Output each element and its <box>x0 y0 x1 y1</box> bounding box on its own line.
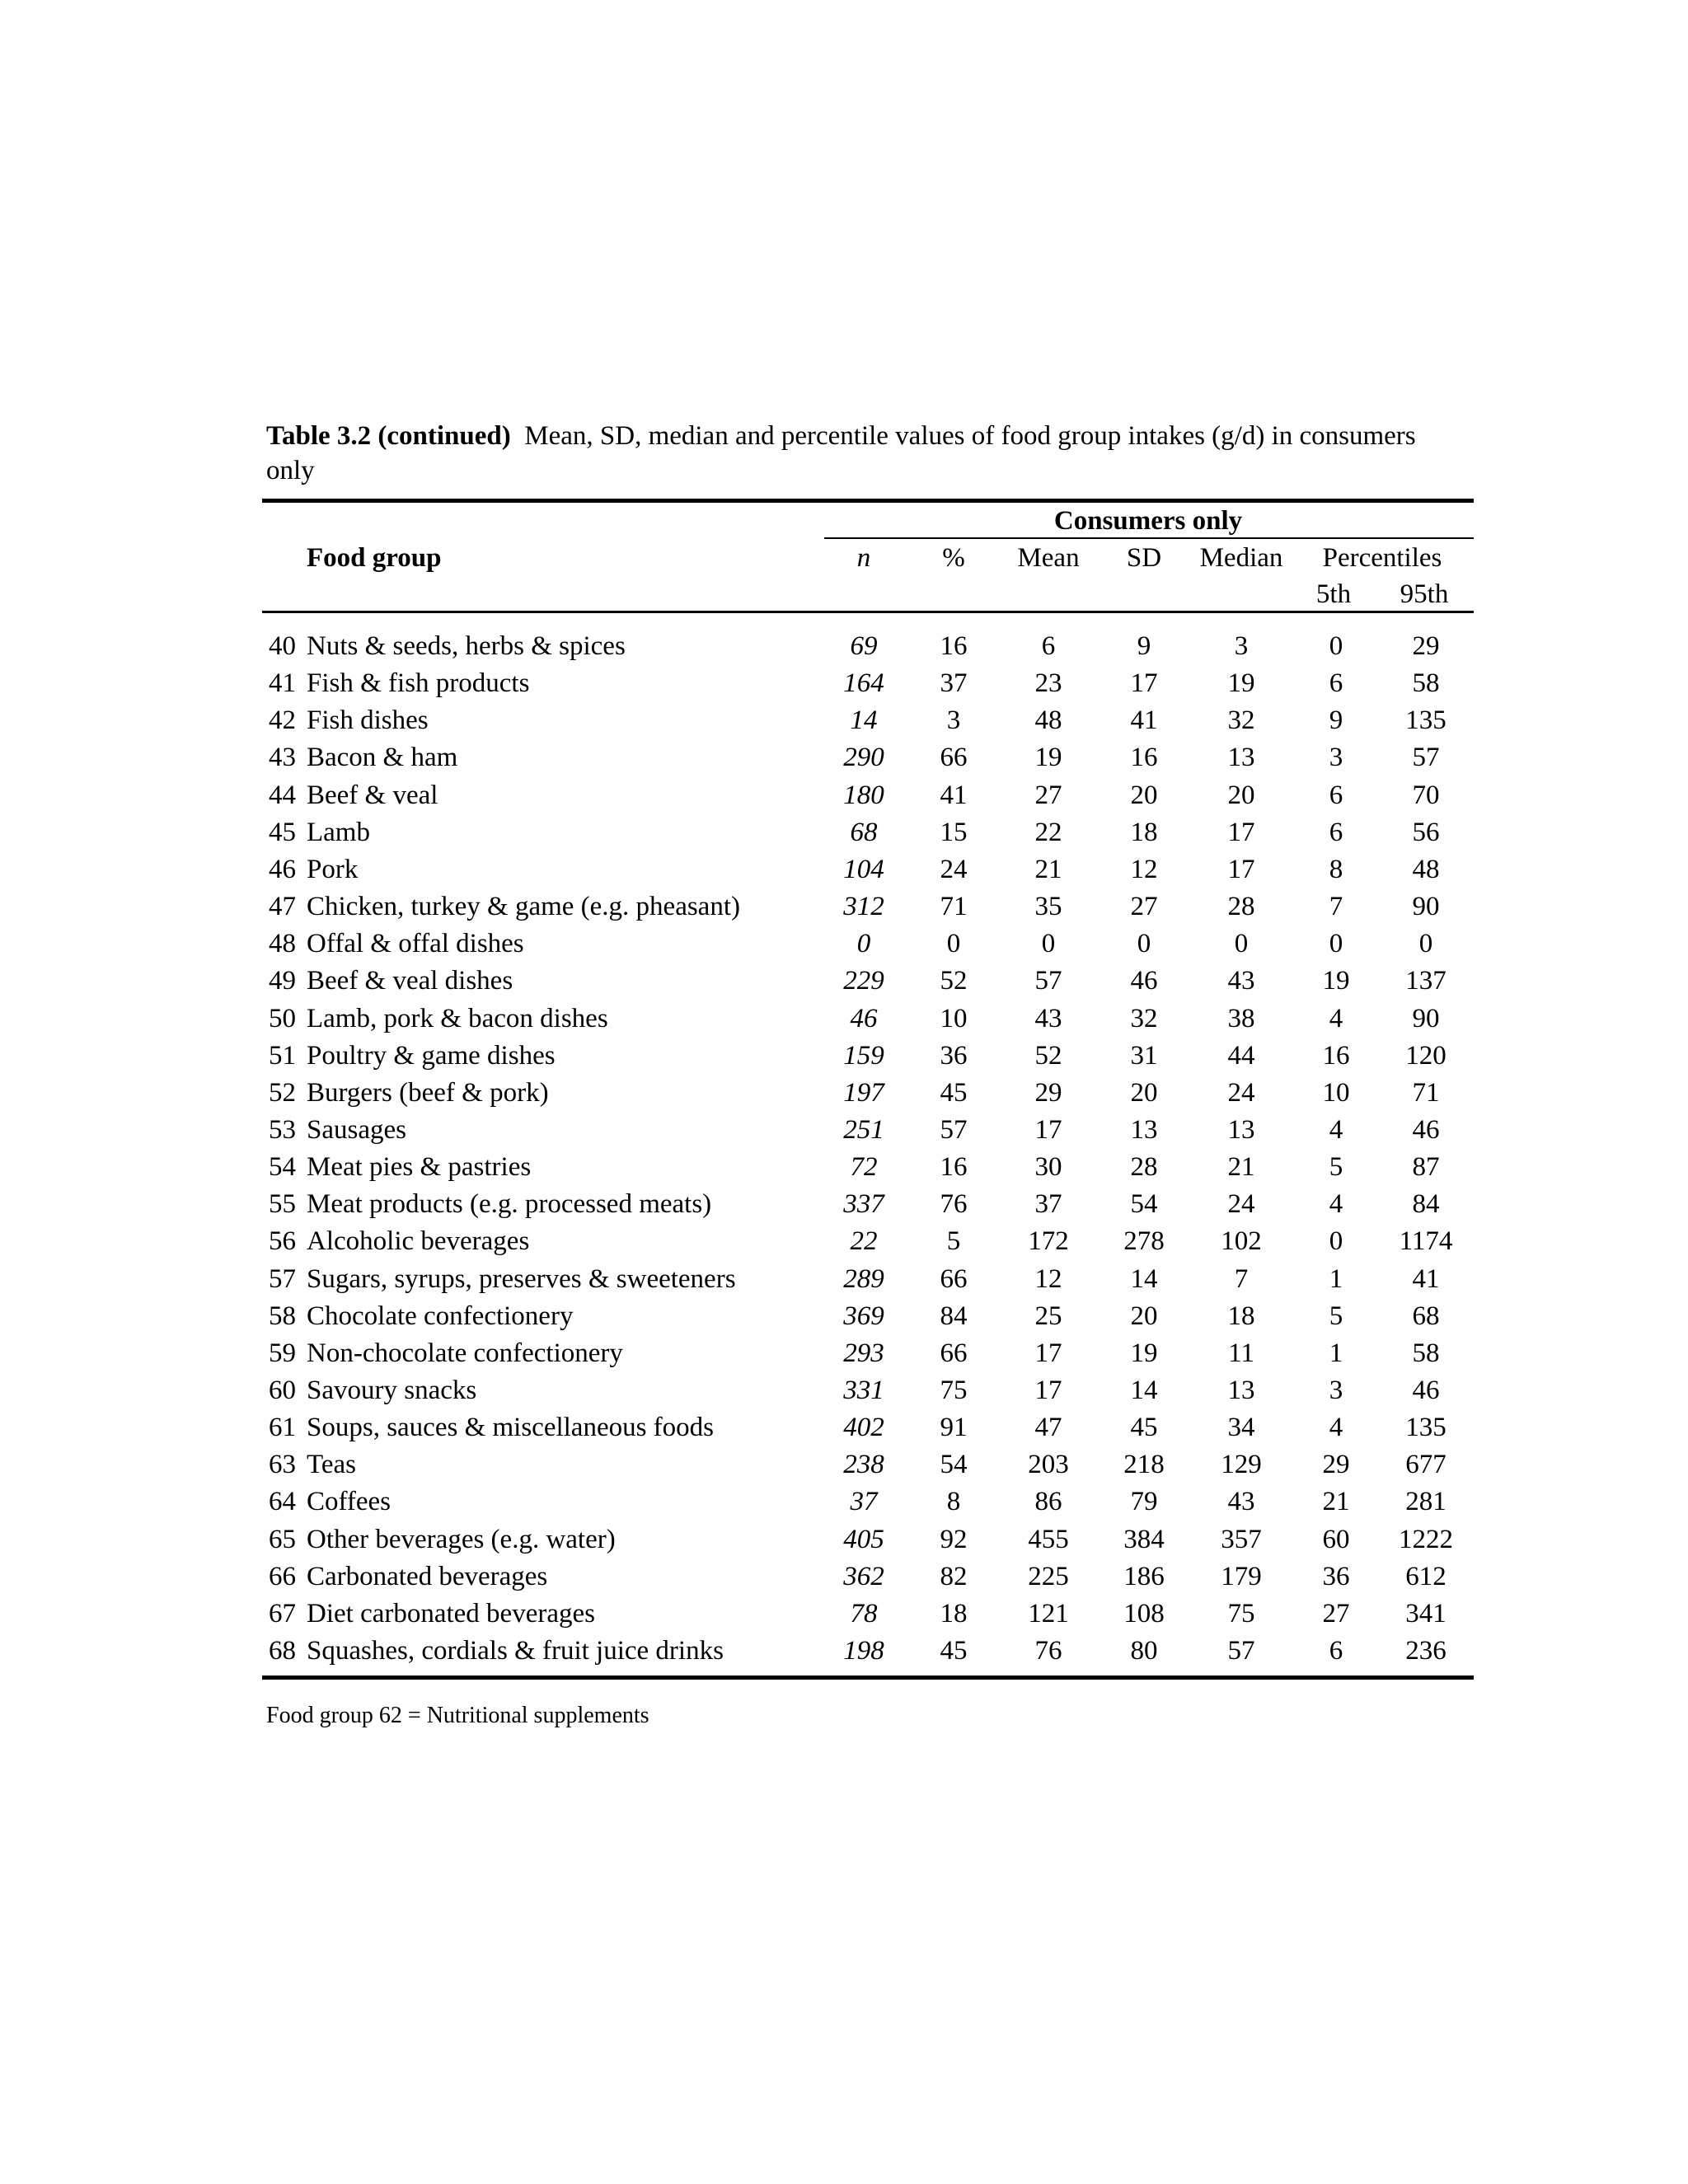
cell-5th: 0 <box>1329 929 1343 959</box>
cell-percent: 45 <box>940 1077 968 1108</box>
cell-food-group-name: Lamb, pork & bacon dishes <box>307 1003 608 1033</box>
cell-5th: 6 <box>1329 780 1343 810</box>
cell-n: 229 <box>843 966 884 996</box>
cell-sd: 13 <box>1130 1114 1158 1145</box>
cell-sd: 28 <box>1130 1152 1158 1183</box>
cell-sd: 80 <box>1130 1636 1158 1666</box>
cell-percent: 54 <box>940 1450 968 1480</box>
cell-sd: 54 <box>1130 1189 1158 1220</box>
cell-95th: 68 <box>1412 1301 1440 1331</box>
cell-median: 13 <box>1227 1376 1255 1405</box>
cell-5th: 0 <box>1329 631 1343 661</box>
cell-median: 13 <box>1227 1114 1255 1145</box>
cell-mean: 22 <box>1034 817 1062 847</box>
table-row <box>262 1372 1474 1409</box>
cell-5th: 16 <box>1322 1040 1350 1071</box>
cell-95th: 70 <box>1412 780 1440 810</box>
cell-median: 28 <box>1227 892 1255 922</box>
table-row <box>262 1038 1474 1075</box>
cell-95th: 56 <box>1412 817 1440 847</box>
table-row <box>262 739 1474 776</box>
cell-food-group-name: Bacon & ham <box>307 743 458 773</box>
cell-mean: 23 <box>1034 668 1062 699</box>
cell-food-group-number: 54 <box>269 1152 296 1183</box>
cell-sd: 18 <box>1130 817 1158 847</box>
cell-n: 69 <box>850 631 878 661</box>
cell-95th: 58 <box>1412 668 1440 699</box>
cell-food-group-number: 65 <box>269 1524 296 1554</box>
cell-food-group-name: Alcoholic beverages <box>307 1226 530 1257</box>
table-row <box>262 1186 1474 1223</box>
cell-sd: 9 <box>1137 631 1151 661</box>
table-row <box>262 1112 1474 1149</box>
cell-median: 21 <box>1227 1152 1255 1183</box>
cell-food-group-name: Sugars, syrups, preserves & sweeteners <box>307 1263 736 1294</box>
cell-5th: 5 <box>1329 1152 1343 1183</box>
cell-95th: 677 <box>1405 1450 1447 1480</box>
cell-sd: 17 <box>1130 668 1158 699</box>
cell-median: 43 <box>1227 1487 1255 1517</box>
cell-n: 369 <box>843 1301 884 1331</box>
cell-sd: 20 <box>1130 780 1158 810</box>
cell-food-group-number: 59 <box>269 1338 296 1368</box>
cell-95th: 29 <box>1412 631 1440 661</box>
table-footnote: Food group 62 = Nutritional supplements <box>266 1703 649 1728</box>
cell-n: 402 <box>843 1413 884 1443</box>
cell-n: 289 <box>843 1263 884 1294</box>
cell-sd: 108 <box>1123 1598 1165 1629</box>
cell-sd: 46 <box>1130 966 1158 996</box>
header-percent: % <box>942 543 965 573</box>
cell-mean: 17 <box>1034 1338 1062 1368</box>
cell-5th: 6 <box>1329 1636 1343 1666</box>
cell-95th: 236 <box>1405 1636 1447 1666</box>
table-row <box>262 1335 1474 1372</box>
cell-95th: 135 <box>1405 705 1447 736</box>
table-row <box>262 628 1474 665</box>
table-row <box>262 1446 1474 1483</box>
cell-95th: 71 <box>1412 1077 1440 1108</box>
cell-n: 78 <box>850 1598 878 1629</box>
cell-food-group-number: 44 <box>269 780 296 810</box>
cell-5th: 4 <box>1329 1189 1343 1220</box>
cell-5th: 4 <box>1329 1003 1343 1033</box>
cell-sd: 19 <box>1130 1338 1158 1368</box>
cell-mean: 43 <box>1034 1003 1062 1033</box>
cell-sd: 14 <box>1130 1376 1158 1405</box>
table-row <box>262 888 1474 926</box>
cell-food-group-name: Lamb <box>307 817 370 847</box>
cell-median: 18 <box>1227 1301 1255 1331</box>
cell-food-group-number: 55 <box>269 1189 296 1220</box>
caption-text: Mean, SD, median and percentile values of food group intakes (g/d) in consumers only <box>266 421 1416 485</box>
cell-percent: 41 <box>940 780 968 810</box>
cell-food-group-name: Meat pies & pastries <box>307 1152 532 1183</box>
cell-5th: 29 <box>1322 1450 1350 1480</box>
cell-mean: 0 <box>1041 929 1056 959</box>
table-row <box>262 1261 1474 1298</box>
cell-food-group-number: 53 <box>269 1114 296 1145</box>
table-row <box>262 1596 1474 1633</box>
cell-food-group-name: Other beverages (e.g. water) <box>307 1524 616 1554</box>
header-percentiles: Percentiles <box>1322 543 1442 573</box>
cell-median: 17 <box>1227 817 1255 847</box>
cell-percent: 37 <box>940 668 968 699</box>
cell-percent: 82 <box>940 1561 968 1591</box>
header-5th: 5th <box>1315 579 1352 609</box>
cell-percent: 16 <box>940 631 968 661</box>
cell-n: 362 <box>843 1561 884 1591</box>
cell-n: 251 <box>843 1114 884 1145</box>
cell-sd: 31 <box>1130 1040 1158 1071</box>
cell-food-group-name: Beef & veal dishes <box>307 966 513 996</box>
cell-food-group-number: 40 <box>269 631 296 661</box>
cell-sd: 186 <box>1123 1561 1165 1591</box>
cell-95th: 90 <box>1412 1003 1440 1033</box>
cell-food-group-name: Offal & offal dishes <box>307 929 524 959</box>
cell-sd: 41 <box>1130 705 1158 736</box>
cell-food-group-name: Fish dishes <box>307 705 429 736</box>
header-sd: SD <box>1126 543 1162 573</box>
cell-food-group-number: 68 <box>269 1636 296 1666</box>
cell-percent: 66 <box>940 743 968 773</box>
cell-5th: 3 <box>1329 1376 1343 1405</box>
cell-food-group-number: 47 <box>269 892 296 922</box>
cell-sd: 32 <box>1130 1003 1158 1033</box>
table-row <box>262 1633 1474 1670</box>
header-mean: Mean <box>1017 543 1080 573</box>
table-row <box>262 1149 1474 1186</box>
cell-mean: 203 <box>1028 1450 1069 1480</box>
cell-percent: 66 <box>940 1263 968 1294</box>
cell-food-group-number: 51 <box>269 1040 296 1071</box>
cell-food-group-name: Nuts & seeds, herbs & spices <box>307 631 626 661</box>
cell-95th: 58 <box>1412 1338 1440 1368</box>
cell-food-group-number: 45 <box>269 817 296 847</box>
table-row <box>262 777 1474 814</box>
cell-mean: 455 <box>1028 1524 1069 1554</box>
cell-95th: 135 <box>1405 1413 1447 1443</box>
cell-median: 32 <box>1227 705 1255 736</box>
cell-median: 179 <box>1221 1561 1262 1591</box>
cell-5th: 1 <box>1329 1263 1343 1294</box>
cell-n: 337 <box>843 1189 884 1220</box>
cell-food-group-number: 58 <box>269 1301 296 1331</box>
cell-5th: 5 <box>1329 1301 1343 1331</box>
cell-food-group-name: Teas <box>307 1450 356 1480</box>
table-row <box>262 1075 1474 1112</box>
cell-percent: 24 <box>940 854 968 884</box>
cell-5th: 21 <box>1322 1487 1350 1517</box>
cell-median: 38 <box>1227 1003 1255 1033</box>
cell-n: 312 <box>843 892 884 922</box>
cell-percent: 3 <box>946 705 961 736</box>
header-bottom-rule <box>262 611 1474 613</box>
cell-95th: 1222 <box>1399 1524 1453 1554</box>
table-row <box>262 665 1474 702</box>
header-median: Median <box>1199 543 1283 573</box>
cell-5th: 4 <box>1329 1114 1343 1145</box>
cell-sd: 0 <box>1137 929 1151 959</box>
cell-95th: 46 <box>1412 1376 1440 1405</box>
cell-mean: 17 <box>1034 1376 1062 1405</box>
cell-food-group-name: Beef & veal <box>307 780 438 810</box>
cell-percent: 84 <box>940 1301 968 1331</box>
cell-sd: 218 <box>1123 1450 1165 1480</box>
cell-mean: 6 <box>1041 631 1056 661</box>
cell-percent: 71 <box>940 892 968 922</box>
cell-percent: 52 <box>940 966 968 996</box>
cell-mean: 25 <box>1034 1301 1062 1331</box>
cell-food-group-number: 67 <box>269 1598 296 1629</box>
cell-percent: 76 <box>940 1189 968 1220</box>
cell-median: 357 <box>1221 1524 1262 1554</box>
cell-n: 331 <box>843 1376 884 1405</box>
cell-mean: 76 <box>1034 1636 1062 1666</box>
cell-5th: 6 <box>1329 668 1343 699</box>
cell-median: 102 <box>1221 1226 1262 1257</box>
cell-percent: 18 <box>940 1598 968 1629</box>
cell-mean: 30 <box>1034 1152 1062 1183</box>
cell-percent: 16 <box>940 1152 968 1183</box>
cell-n: 37 <box>850 1487 878 1517</box>
cell-percent: 57 <box>940 1114 968 1145</box>
cell-percent: 91 <box>940 1413 968 1443</box>
cell-n: 290 <box>843 743 884 773</box>
cell-mean: 29 <box>1034 1077 1062 1108</box>
cell-median: 13 <box>1227 743 1255 773</box>
cell-n: 164 <box>843 668 884 699</box>
cell-food-group-number: 61 <box>269 1413 296 1443</box>
cell-5th: 3 <box>1329 743 1343 773</box>
cell-n: 0 <box>856 929 871 959</box>
cell-percent: 0 <box>946 929 961 959</box>
cell-95th: 41 <box>1412 1263 1440 1294</box>
cell-95th: 281 <box>1405 1487 1447 1517</box>
cell-5th: 27 <box>1322 1598 1350 1629</box>
header-food-group: Food group <box>307 543 442 573</box>
cell-percent: 5 <box>946 1226 961 1257</box>
cell-food-group-name: Coffees <box>307 1487 392 1517</box>
cell-food-group-number: 42 <box>269 705 296 736</box>
cell-n: 104 <box>843 854 884 884</box>
cell-percent: 10 <box>940 1003 968 1033</box>
cell-percent: 75 <box>940 1376 968 1405</box>
cell-food-group-number: 43 <box>269 743 296 773</box>
table-bottom-rule <box>262 1675 1474 1680</box>
cell-mean: 57 <box>1034 966 1062 996</box>
header-95th: 95th <box>1400 579 1449 609</box>
cell-median: 7 <box>1234 1263 1249 1294</box>
cell-n: 405 <box>843 1524 884 1554</box>
cell-95th: 46 <box>1412 1114 1440 1145</box>
cell-mean: 12 <box>1034 1263 1062 1294</box>
cell-food-group-number: 64 <box>269 1487 296 1517</box>
cell-sd: 45 <box>1130 1413 1158 1443</box>
cell-food-group-name: Squashes, cordials & fruit juice drinks <box>307 1636 724 1666</box>
cell-food-group-name: Sausages <box>307 1114 406 1145</box>
cell-sd: 20 <box>1130 1077 1158 1108</box>
cell-median: 75 <box>1227 1598 1255 1629</box>
cell-median: 24 <box>1227 1189 1255 1220</box>
cell-mean: 17 <box>1034 1114 1062 1145</box>
cell-food-group-number: 57 <box>269 1263 296 1294</box>
cell-food-group-name: Chicken, turkey & game (e.g. pheasant) <box>307 892 740 922</box>
cell-sd: 278 <box>1123 1226 1165 1257</box>
cell-sd: 14 <box>1130 1263 1158 1294</box>
cell-95th: 48 <box>1412 854 1440 884</box>
cell-mean: 27 <box>1034 780 1062 810</box>
header-n: n <box>856 543 871 573</box>
table-top-rule <box>262 499 1474 503</box>
cell-food-group-number: 52 <box>269 1077 296 1108</box>
cell-food-group-name: Poultry & game dishes <box>307 1040 556 1071</box>
cell-5th: 10 <box>1322 1077 1350 1108</box>
cell-food-group-number: 66 <box>269 1561 296 1591</box>
cell-95th: 84 <box>1412 1189 1440 1220</box>
cell-median: 0 <box>1234 929 1249 959</box>
caption-label: Table 3.2 (continued) <box>266 421 511 451</box>
cell-percent: 8 <box>946 1487 961 1517</box>
cell-5th: 4 <box>1329 1413 1343 1443</box>
cell-n: 14 <box>850 705 878 736</box>
cell-median: 57 <box>1227 1636 1255 1666</box>
header-consumers-only: Consumers only <box>1053 506 1243 536</box>
cell-95th: 120 <box>1405 1040 1447 1071</box>
cell-food-group-number: 50 <box>269 1003 296 1033</box>
cell-food-group-number: 48 <box>269 929 296 959</box>
cell-sd: 12 <box>1130 854 1158 884</box>
cell-mean: 21 <box>1034 854 1062 884</box>
cell-95th: 57 <box>1412 743 1440 773</box>
table-caption <box>266 419 1470 488</box>
cell-mean: 48 <box>1034 705 1062 736</box>
cell-95th: 137 <box>1405 966 1447 996</box>
cell-mean: 52 <box>1034 1040 1062 1071</box>
cell-median: 3 <box>1234 631 1249 661</box>
cell-95th: 90 <box>1412 892 1440 922</box>
cell-mean: 35 <box>1034 892 1062 922</box>
cell-food-group-number: 63 <box>269 1450 296 1480</box>
cell-food-group-number: 41 <box>269 668 296 699</box>
table-row <box>262 1001 1474 1038</box>
cell-mean: 19 <box>1034 743 1062 773</box>
table-row <box>262 926 1474 963</box>
cell-5th: 9 <box>1329 705 1343 736</box>
cell-n: 180 <box>843 780 884 810</box>
cell-n: 68 <box>850 817 878 847</box>
consumers-only-underline <box>824 537 1474 539</box>
table-row <box>262 1521 1474 1558</box>
cell-sd: 16 <box>1130 743 1158 773</box>
cell-95th: 87 <box>1412 1152 1440 1183</box>
table-row <box>262 702 1474 739</box>
cell-percent: 92 <box>940 1524 968 1554</box>
cell-median: 19 <box>1227 668 1255 699</box>
cell-n: 293 <box>843 1338 884 1368</box>
cell-5th: 8 <box>1329 854 1343 884</box>
cell-mean: 172 <box>1028 1226 1069 1257</box>
cell-mean: 37 <box>1034 1189 1062 1220</box>
cell-mean: 47 <box>1034 1413 1062 1443</box>
cell-5th: 36 <box>1322 1561 1350 1591</box>
cell-mean: 225 <box>1028 1561 1069 1591</box>
cell-median: 129 <box>1221 1450 1262 1480</box>
cell-n: 197 <box>843 1077 884 1108</box>
table-row <box>262 963 1474 1000</box>
cell-food-group-name: Diet carbonated beverages <box>307 1598 595 1629</box>
table-row <box>262 1558 1474 1596</box>
cell-food-group-name: Meat products (e.g. processed meats) <box>307 1189 712 1220</box>
cell-5th: 0 <box>1329 1226 1343 1257</box>
cell-5th: 6 <box>1329 817 1343 847</box>
cell-percent: 36 <box>940 1040 968 1071</box>
cell-food-group-name: Non-chocolate confectionery <box>307 1338 623 1368</box>
cell-median: 11 <box>1228 1338 1254 1368</box>
cell-n: 72 <box>850 1152 878 1183</box>
cell-sd: 20 <box>1130 1301 1158 1331</box>
cell-sd: 384 <box>1123 1524 1165 1554</box>
cell-n: 159 <box>843 1040 884 1071</box>
cell-percent: 45 <box>940 1636 968 1666</box>
cell-5th: 60 <box>1322 1524 1350 1554</box>
cell-food-group-name: Savoury snacks <box>307 1376 477 1405</box>
cell-median: 44 <box>1227 1040 1255 1071</box>
cell-95th: 341 <box>1405 1598 1447 1629</box>
cell-food-group-name: Chocolate confectionery <box>307 1301 574 1331</box>
cell-median: 43 <box>1227 966 1255 996</box>
table-row <box>262 851 1474 888</box>
cell-5th: 7 <box>1329 892 1343 922</box>
cell-mean: 121 <box>1028 1598 1069 1629</box>
cell-percent: 15 <box>940 817 968 847</box>
table-row <box>262 1409 1474 1446</box>
cell-food-group-name: Pork <box>307 854 359 884</box>
cell-n: 22 <box>850 1226 878 1257</box>
cell-n: 198 <box>843 1636 884 1666</box>
cell-food-group-name: Fish & fish products <box>307 668 530 699</box>
cell-mean: 86 <box>1034 1487 1062 1517</box>
cell-median: 34 <box>1227 1413 1255 1443</box>
cell-5th: 19 <box>1322 966 1350 996</box>
cell-sd: 27 <box>1130 892 1158 922</box>
table-row <box>262 814 1474 851</box>
cell-food-group-name: Burgers (beef & pork) <box>307 1077 549 1108</box>
table-row <box>262 1483 1474 1521</box>
cell-95th: 612 <box>1405 1561 1447 1591</box>
cell-median: 20 <box>1227 780 1255 810</box>
cell-95th: 1174 <box>1399 1226 1453 1257</box>
cell-sd: 79 <box>1130 1487 1158 1517</box>
cell-n: 238 <box>843 1450 884 1480</box>
cell-food-group-number: 60 <box>269 1376 296 1405</box>
cell-food-group-number: 56 <box>269 1226 296 1257</box>
cell-percent: 66 <box>940 1338 968 1368</box>
table-row <box>262 1298 1474 1335</box>
cell-food-group-number: 46 <box>269 854 296 884</box>
cell-median: 17 <box>1227 854 1255 884</box>
cell-n: 46 <box>850 1003 878 1033</box>
cell-food-group-name: Carbonated beverages <box>307 1561 548 1591</box>
cell-5th: 1 <box>1329 1338 1343 1368</box>
cell-food-group-name: Soups, sauces & miscellaneous foods <box>307 1413 715 1443</box>
table-row <box>262 1223 1474 1260</box>
cell-food-group-number: 49 <box>269 966 296 996</box>
cell-95th: 0 <box>1418 929 1433 959</box>
cell-median: 24 <box>1227 1077 1255 1108</box>
